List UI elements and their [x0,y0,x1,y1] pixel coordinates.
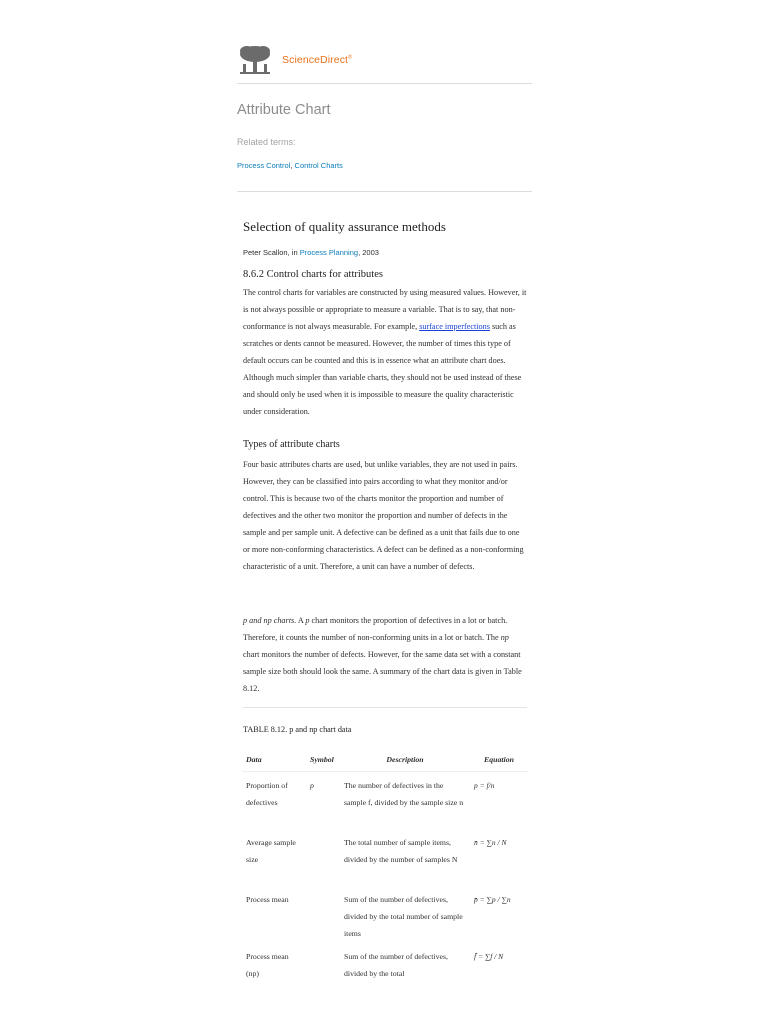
sciencedirect-brand[interactable]: ScienceDirect® [282,54,352,66]
paragraph-3: p and np charts. A p chart monitors the proportion of defectives in a lot or batch. Therefore, it counts the number of non-conforming units in a lot or batch. The np chart monitors the number of defects. However, for the same data set with a constant sample size both should look the same. A summary of the chart data is given in Table 8.12. [243,616,522,693]
cell-data: Average sample size [246,838,296,864]
col-header-equation: Equation [470,748,528,772]
cell-equation: n̄ = ∑n / N [474,838,507,847]
related-terms-list: Process Control, Control Charts [237,161,343,170]
table-row [242,829,528,886]
table-row [242,943,528,982]
table-caption: TABLE 8.12. p and np chart data [243,725,352,734]
byline: Peter Scallon, in Process Planning, 2003 [243,248,379,257]
cell-data: Process mean (np) [246,952,289,978]
table-divider [243,707,527,708]
chart-data-table [242,748,528,982]
col-header-data: Data [242,748,306,772]
col-header-symbol: Symbol [306,748,340,772]
cell-symbol [306,886,340,943]
cell-data: Process mean [246,895,289,904]
surface-imperfections-link[interactable]: surface imperfections [419,322,490,331]
table-header-row [242,748,528,772]
related-term-control-charts[interactable]: Control Charts [294,161,343,170]
paragraph-1: The control charts for variables are constructed by using measured values. However, it is not always possible or appropriate to measure a variable. That is to say, that non-conformance is not always measurable. For example, surface imperfections such as scratches or dents cannot be measured. However, the number of times this type of default occurs can be counted and this is in essence what an attribute chart does. Although much simpler than variable charts, they should not be used instead of these and should only be used when it is impossible to measure the quality characteristic under consideration. [243,288,527,416]
cell-symbol [306,829,340,886]
page-title: Attribute Chart [237,102,331,118]
elsevier-tree-logo[interactable] [237,44,273,76]
cell-symbol [306,943,340,982]
section-divider [237,191,532,192]
cell-equation: p = f/n [474,781,495,790]
chapter-title[interactable]: Selection of quality assurance methods [243,219,446,234]
cell-description: Sum of the number of defectives, divided by the total number of sample items [344,895,463,938]
cell-description: Sum of the number of defectives, divided by the total [344,952,448,978]
cell-equation: f̄ = ∑f / N [474,952,504,961]
table-row [242,772,528,830]
cell-data: Proportion of defectives [246,781,288,807]
book-link[interactable]: Process Planning [299,248,359,257]
section-title: 8.6.2 Control charts for attributes [243,269,383,280]
col-header-description: Description [340,748,470,772]
cell-symbol: p [310,781,314,790]
related-terms-label: Related terms: [237,137,296,147]
cell-equation: p̄ = ∑p / ∑n [474,895,511,904]
cell-description: The total number of sample items, divided by the number of samples N [344,838,458,864]
subsection-title: Types of attribute charts [243,439,340,450]
header-divider [237,83,532,84]
cell-description: The number of defectives in the sample f, divided by the sample size n [344,781,464,807]
table-row [242,886,528,943]
paragraph-2: Four basic attributes charts are used, but unlike variables, they are not used in pairs. However, they can be classified into pairs according to what they monitor and/or control. This is because two of the charts monitor the proportion and number of defectives and the other two monitor the proportion and number of defects in the sample and per sample unit. A defective can be defined as a unit that fails due to one or more non-conforming characteristics. A defect can be defined as a non-conforming characteristic of a unit. Therefore, a unit can have a number of defects. [243,460,524,571]
related-term-process-control[interactable]: Process Control [237,161,291,170]
